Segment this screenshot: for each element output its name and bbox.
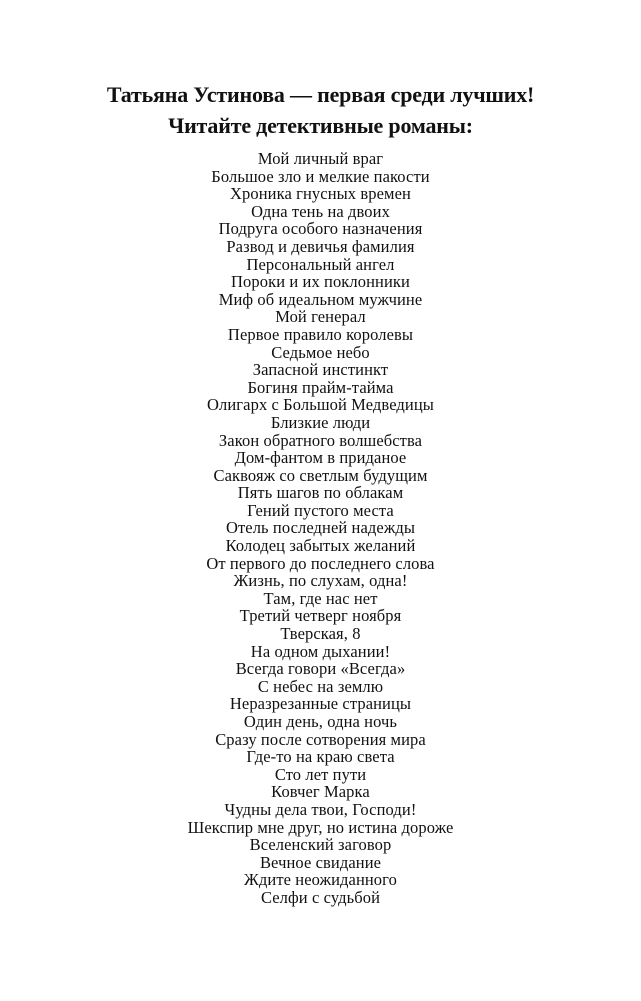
novel-title: Ковчег Марка <box>271 782 370 802</box>
novel-title: Первое правило королевы <box>227 324 414 344</box>
novel-title: Большое зло и мелкие пакости <box>211 166 430 186</box>
novel-title: Вечное свидание <box>259 852 382 872</box>
novel-title: Близкие люди <box>270 412 371 432</box>
novel-title: Чудны дела твои, Господи! <box>224 799 417 819</box>
novel-title: Дом-фантом в приданое <box>234 448 407 468</box>
novel-title: Колодец забытых желаний <box>225 536 416 556</box>
novel-title: Развод и девичья фамилия <box>226 236 415 256</box>
novel-title: Всегда говори «Всегда» <box>235 659 406 679</box>
novel-title: Подруга особого назначения <box>218 219 423 239</box>
novel-title: Отель последней надежды <box>225 518 416 538</box>
novel-title: Пороки и их поклонники <box>231 272 410 292</box>
novel-title: Селфи с судьбой <box>260 887 381 907</box>
novel-title: С небес на землю <box>257 676 384 696</box>
novel-title: Там, где нас нет <box>263 588 378 608</box>
novel-title: Одна тень на двоих <box>251 201 390 221</box>
novel-title: Жизнь, по слухам, одна! <box>233 571 408 591</box>
novel-title: От первого до последнего слова <box>206 553 435 573</box>
novel-title: Вселенский заговор <box>249 835 392 855</box>
novel-title: Седьмое небо <box>271 342 370 362</box>
novel-title: Гений пустого места <box>247 500 394 520</box>
novel-title: На одном дыхании! <box>250 641 391 661</box>
novel-title: Миф об идеальном мужчине <box>218 289 423 309</box>
novel-titles-list <box>0 150 641 907</box>
novel-title: Ждите неожиданного <box>244 870 397 890</box>
novel-title: Хроника гнусных времен <box>230 184 411 204</box>
novel-title: Сразу после сотворения мира <box>215 729 426 749</box>
novel-title: Саквояж со светлым будущим <box>213 465 428 485</box>
novel-title: Где-то на краю света <box>246 747 395 767</box>
novel-title: Закон обратного волшебства <box>218 430 423 450</box>
novel-title: Персональный ангел <box>246 254 395 274</box>
novel-title: Один день, одна ночь <box>243 712 398 731</box>
novel-title: Третий четверг ноября <box>239 606 402 626</box>
novel-title: Богиня прайм-тайма <box>247 377 394 397</box>
novel-title: Неразрезанные страницы <box>229 694 412 714</box>
page-heading-author: Татьяна Устинова — первая среди лучших! <box>106 82 535 107</box>
novel-title: Сто лет пути <box>274 764 367 784</box>
novel-title: Мой личный враг <box>257 149 384 168</box>
page-heading-subtitle: Читайте детективные романы: <box>168 113 473 138</box>
novel-title: Тверская, 8 <box>280 624 361 644</box>
novel-title: Запасной инстинкт <box>252 360 389 380</box>
novel-title: Шекспир мне друг, но истина дороже <box>187 817 454 837</box>
novel-title: Пять шагов по облакам <box>237 483 404 503</box>
novel-title: Мой генерал <box>275 307 366 327</box>
novel-title: Олигарх с Большой Медведицы <box>207 395 434 415</box>
